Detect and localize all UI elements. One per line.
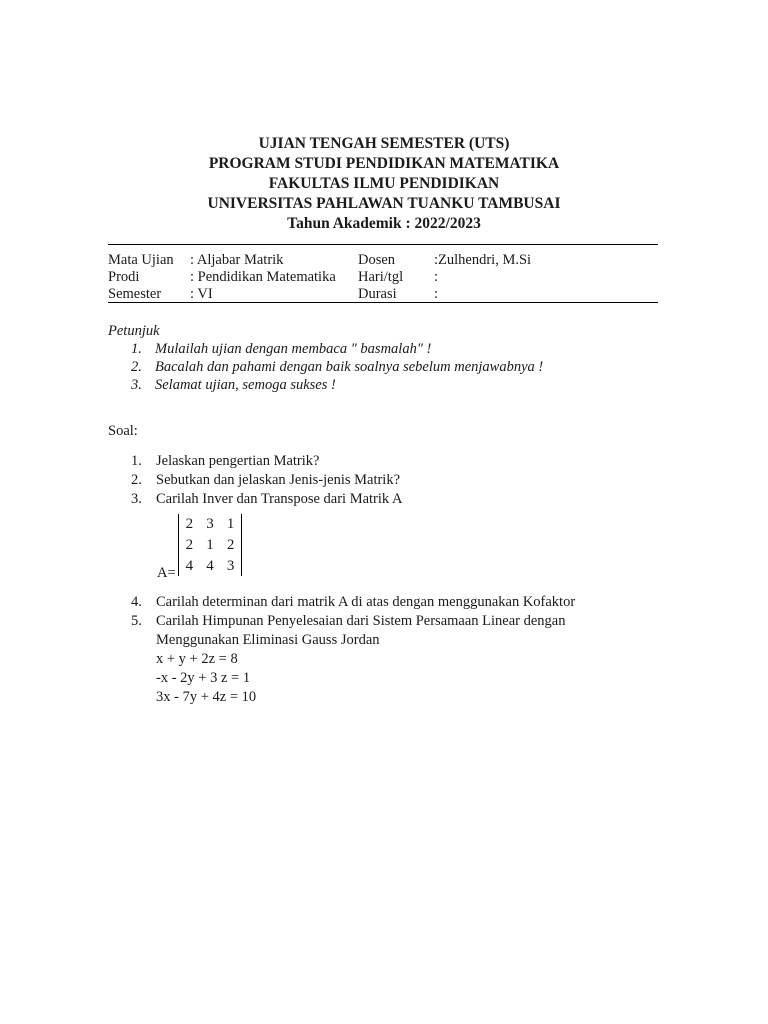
- matrix-cell: 3: [206, 516, 214, 532]
- info-label: Mata Ujian: [108, 252, 174, 268]
- info-label-2: Durasi: [358, 286, 397, 302]
- university: UNIVERSITAS PAHLAWAN TUANKU TAMBUSAI: [207, 195, 561, 212]
- exam-title: UJIAN TENGAH SEMESTER (UTS): [258, 135, 510, 152]
- matrix-cell: 2: [185, 516, 194, 532]
- matrix-cell: 3: [226, 558, 235, 574]
- instruction-number: 2.: [131, 359, 142, 375]
- instructions: [108, 322, 543, 394]
- matrix-cell: 1: [226, 516, 235, 532]
- info-value-2: :: [434, 269, 439, 285]
- matrix-cell: 2: [226, 537, 235, 553]
- info-row-subject: [108, 252, 668, 269]
- info-row-semester: [108, 286, 668, 303]
- info-value: : Pendidikan Matematika: [190, 269, 336, 285]
- questions-heading: Soal:: [108, 423, 138, 439]
- faculty: FAKULTAS ILMU PENDIDIKAN: [268, 175, 500, 192]
- question-item: [108, 490, 668, 509]
- question-item: [108, 612, 668, 631]
- question-text: Carilah Inver dan Transpose dari Matrik A: [156, 491, 403, 507]
- equation: x + y + 2z = 8: [156, 651, 238, 667]
- question-text: Carilah Himpunan Penyelesaian dari Sistem Persamaan Linear dengan: [156, 613, 566, 629]
- question-number: 3.: [131, 491, 142, 507]
- instruction-number: 1.: [131, 341, 142, 357]
- info-label-2: Hari/tgl: [358, 269, 404, 285]
- question-number: 1.: [131, 453, 142, 469]
- matrix-a: [178, 514, 242, 576]
- question-number: 4.: [131, 594, 142, 610]
- study-program: PROGRAM STUDI PENDIDIKAN MATEMATIKA: [208, 155, 560, 172]
- info-label: Prodi: [108, 269, 140, 285]
- instruction-text: Selamat ujian, semoga sukses !: [155, 377, 336, 393]
- question-item: [108, 593, 668, 612]
- instruction-text: Mulailah ujian dengan membaca " basmalah" !: [155, 341, 432, 357]
- divider-bottom: [108, 302, 658, 303]
- equation: -x - 2y + 3 z = 1: [156, 670, 251, 686]
- question-number: 2.: [131, 472, 142, 488]
- instruction-item: [108, 376, 543, 394]
- question-item: [108, 452, 668, 471]
- matrix-row: [179, 535, 241, 556]
- instruction-item: [108, 340, 543, 358]
- instructions-list: [108, 340, 543, 394]
- matrix-cell: 1: [206, 537, 214, 553]
- matrix-cell: 2: [185, 537, 194, 553]
- info-label: Semester: [108, 286, 162, 302]
- exam-info-table: [108, 252, 668, 303]
- matrix-cell: 4: [185, 558, 194, 574]
- info-value: : Aljabar Matrik: [190, 252, 284, 268]
- question-text: Jelaskan pengertian Matrik?: [156, 453, 320, 469]
- matrix-cell: 4: [206, 558, 214, 574]
- academic-year: Tahun Akademik : 2022/2023: [287, 215, 481, 232]
- matrix-a-block: [108, 509, 668, 593]
- instruction-item: [108, 358, 543, 376]
- equation: 3x - 7y + 4z = 10: [156, 689, 257, 705]
- matrix-label: A=: [157, 565, 176, 581]
- divider-top: [108, 244, 658, 245]
- instruction-number: 3.: [131, 377, 142, 393]
- exam-header: [0, 134, 768, 234]
- question-item: [108, 471, 668, 490]
- question-continuation: Menggunakan Eliminasi Gauss Jordan: [156, 632, 380, 648]
- info-value-2: :: [434, 286, 439, 302]
- matrix-row: [179, 514, 241, 535]
- questions-list: [108, 452, 668, 707]
- question-text: Sebutkan dan jelaskan Jenis-jenis Matrik?: [156, 472, 401, 488]
- question-number: 5.: [131, 613, 142, 629]
- info-value: : VI: [190, 286, 213, 302]
- instructions-title: Petunjuk: [108, 323, 160, 339]
- instruction-text: Bacalah dan pahami dengan baik soalnya sebelum menjawabnya !: [155, 359, 544, 375]
- info-row-program: [108, 269, 668, 286]
- question-text: Carilah determinan dari matrik A di atas dengan menggunakan Kofaktor: [156, 594, 576, 610]
- info-label-2: Dosen: [358, 252, 396, 268]
- matrix-row: [179, 556, 241, 577]
- info-value-2: :Zulhendri, M.Si: [434, 252, 532, 268]
